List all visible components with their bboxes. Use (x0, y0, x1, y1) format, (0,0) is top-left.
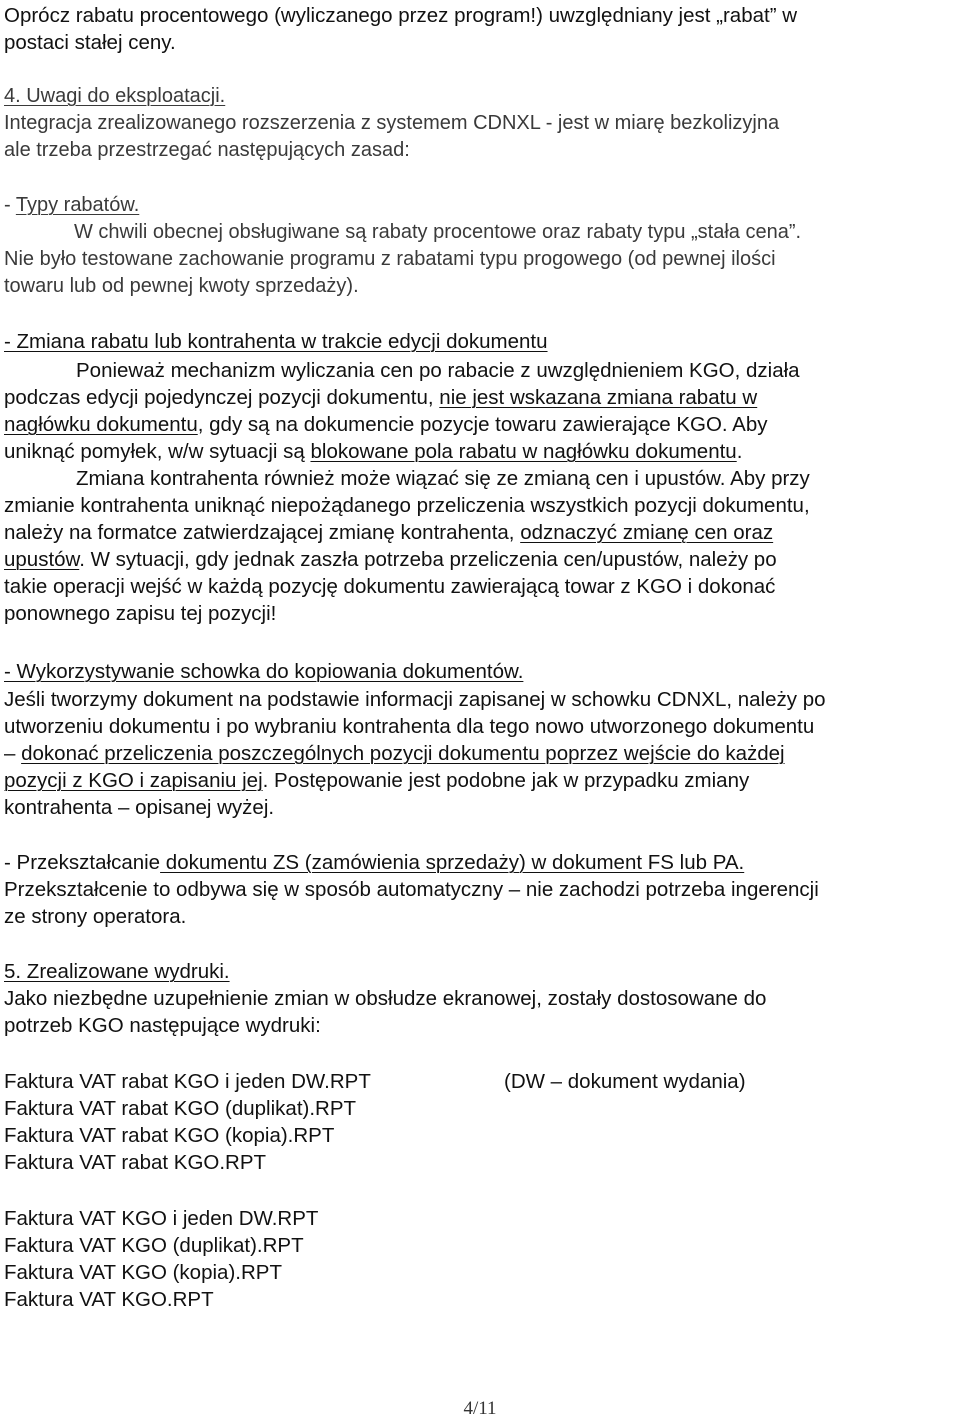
page-number: 4/11 (463, 1398, 497, 1419)
text-run: . W sytuacji, gdy jednak zaszła potrzeba przeliczenia cen/upustów, należy po (79, 548, 777, 571)
text-run: . (736, 440, 743, 463)
underlined-run: dokumentu ZS (zamówienia sprzedaży) w dokument FS lub PA. (160, 851, 745, 874)
paragraph-line: potrzeb KGO następujące wydruki: (4, 1014, 321, 1037)
subsection-title-zmiana: - Zmiana rabatu lub kontrahenta w trakcie edycji dokumentu (4, 330, 548, 353)
subsection-title-typy (4, 192, 139, 219)
paragraph-line: Jako niezbędne uzupełnienie zmian w obsłudze ekranowej, zostały dostosowane do (4, 987, 767, 1010)
subsection-title-schowek: - Wykorzystywanie schowka do kopiowania dokumentów. (4, 660, 524, 683)
report-note: (DW – dokument wydania) (504, 1070, 746, 1093)
underlined-run: odznaczyć zmianę cen oraz (520, 521, 774, 544)
text-run: należy na formatce zatwierdzającej zmianę kontrahenta, (4, 521, 521, 544)
underlined-run: dokonać przeliczenia poszczególnych pozycji dokumentu poprzez wejście do każdej (21, 742, 785, 765)
paragraph-line (4, 384, 757, 411)
text-run: uniknąć pomyłek, w/w sytuacji są (4, 440, 311, 463)
paragraph-line: ale trzeba przestrzegać następujących zasad: (4, 139, 410, 161)
subsection-title-przeksztalcanie (4, 849, 744, 876)
paragraph-line: postaci stałej ceny. (4, 31, 176, 54)
report-file-name: Faktura VAT rabat KGO (kopia).RPT (4, 1124, 335, 1147)
paragraph-line (4, 546, 777, 573)
underlined-run: pozycji z KGO i zapisaniu jej (4, 769, 263, 792)
underlined-run: upustów (4, 548, 80, 571)
paragraph-line: utworzeniu dokumentu i po wybraniu kontrahenta dla tego nowo utworzonego dokumentu (4, 715, 815, 738)
text-run: – (4, 742, 22, 765)
text-run: - Przekształcanie (4, 851, 161, 874)
text-run: , gdy są na dokumencie pozycje towaru zawierające KGO. Aby (197, 413, 768, 436)
report-file-name: Faktura VAT rabat KGO (duplikat).RPT (4, 1097, 357, 1120)
section-heading-4: 4. Uwagi do eksploatacji. (4, 85, 226, 107)
paragraph-line: kontrahenta – opisanej wyżej. (4, 796, 275, 819)
title-text: Typy rabatów. (15, 194, 140, 216)
paragraph-line: Oprócz rabatu procentowego (wyliczanego przez program!) uwzględniany jest „rabat” w (4, 4, 798, 27)
underlined-run: blokowane pola rabatu w nagłówku dokumentu (310, 440, 737, 463)
dash: - (4, 194, 16, 216)
paragraph-line (4, 465, 810, 492)
paragraph-line (4, 438, 742, 465)
report-file-name: Faktura VAT KGO.RPT (4, 1288, 214, 1311)
paragraph-line: zmianie kontrahenta uniknąć niepożądanego przeliczenia wszystkich pozycji dokumentu, (4, 494, 810, 517)
underlined-run: nie jest wskazana zmiana rabatu w (439, 386, 758, 409)
paragraph-line: ze strony operatora. (4, 905, 187, 928)
paragraph-line: Ponieważ mechanizm wyliczania cen po rabacie z uwzględnieniem KGO, działa (76, 359, 800, 382)
paragraph-line (4, 767, 749, 794)
report-file-name: Faktura VAT KGO (kopia).RPT (4, 1261, 282, 1284)
report-file-name: Faktura VAT rabat KGO.RPT (4, 1151, 267, 1174)
report-file-name: Faktura VAT KGO i jeden DW.RPT (4, 1207, 319, 1230)
section-heading-5: 5. Zrealizowane wydruki. (4, 960, 230, 983)
text-run: . Postępowanie jest podobne jak w przypadku zmiany (262, 769, 750, 792)
paragraph-line: takie operacji wejść w każdą pozycję dokumentu zawierającą towar z KGO i dokonać (4, 575, 776, 598)
paragraph-line (4, 740, 785, 767)
paragraph-line: W chwili obecnej obsługiwane są rabaty procentowe oraz rabaty typu „stała cena”. (74, 221, 802, 243)
text-run: Zmiana kontrahenta również może wiązać się ze zmianą cen i upustów. (76, 467, 731, 490)
paragraph-line: ponownego zapisu tej pozycji! (4, 602, 277, 625)
text-run: Aby przy (730, 467, 810, 490)
paragraph-line: Nie było testowane zachowanie programu z rabatami typu progowego (od pewnej ilości (4, 248, 776, 270)
paragraph-line: Przekształcenie to odbywa się w sposób automatyczny – nie zachodzi potrzeba ingerencji (4, 878, 819, 901)
report-file-name: Faktura VAT rabat KGO i jeden DW.RPT (4, 1070, 371, 1093)
report-file-name: Faktura VAT KGO (duplikat).RPT (4, 1234, 304, 1257)
paragraph-line: Integracja zrealizowanego rozszerzenia z systemem CDNXL - jest w miarę bezkolizyjna (4, 112, 780, 134)
paragraph-line (4, 411, 768, 438)
underlined-run: nagłówku dokumentu (4, 413, 198, 436)
paragraph-line (4, 519, 773, 546)
paragraph-line: towaru lub od pewnej kwoty sprzedaży). (4, 275, 359, 297)
paragraph-line: Jeśli tworzymy dokument na podstawie informacji zapisanej w schowku CDNXL, należy po (4, 688, 826, 711)
text-run: podczas edycji pojedynczej pozycji dokumentu, (4, 386, 440, 409)
